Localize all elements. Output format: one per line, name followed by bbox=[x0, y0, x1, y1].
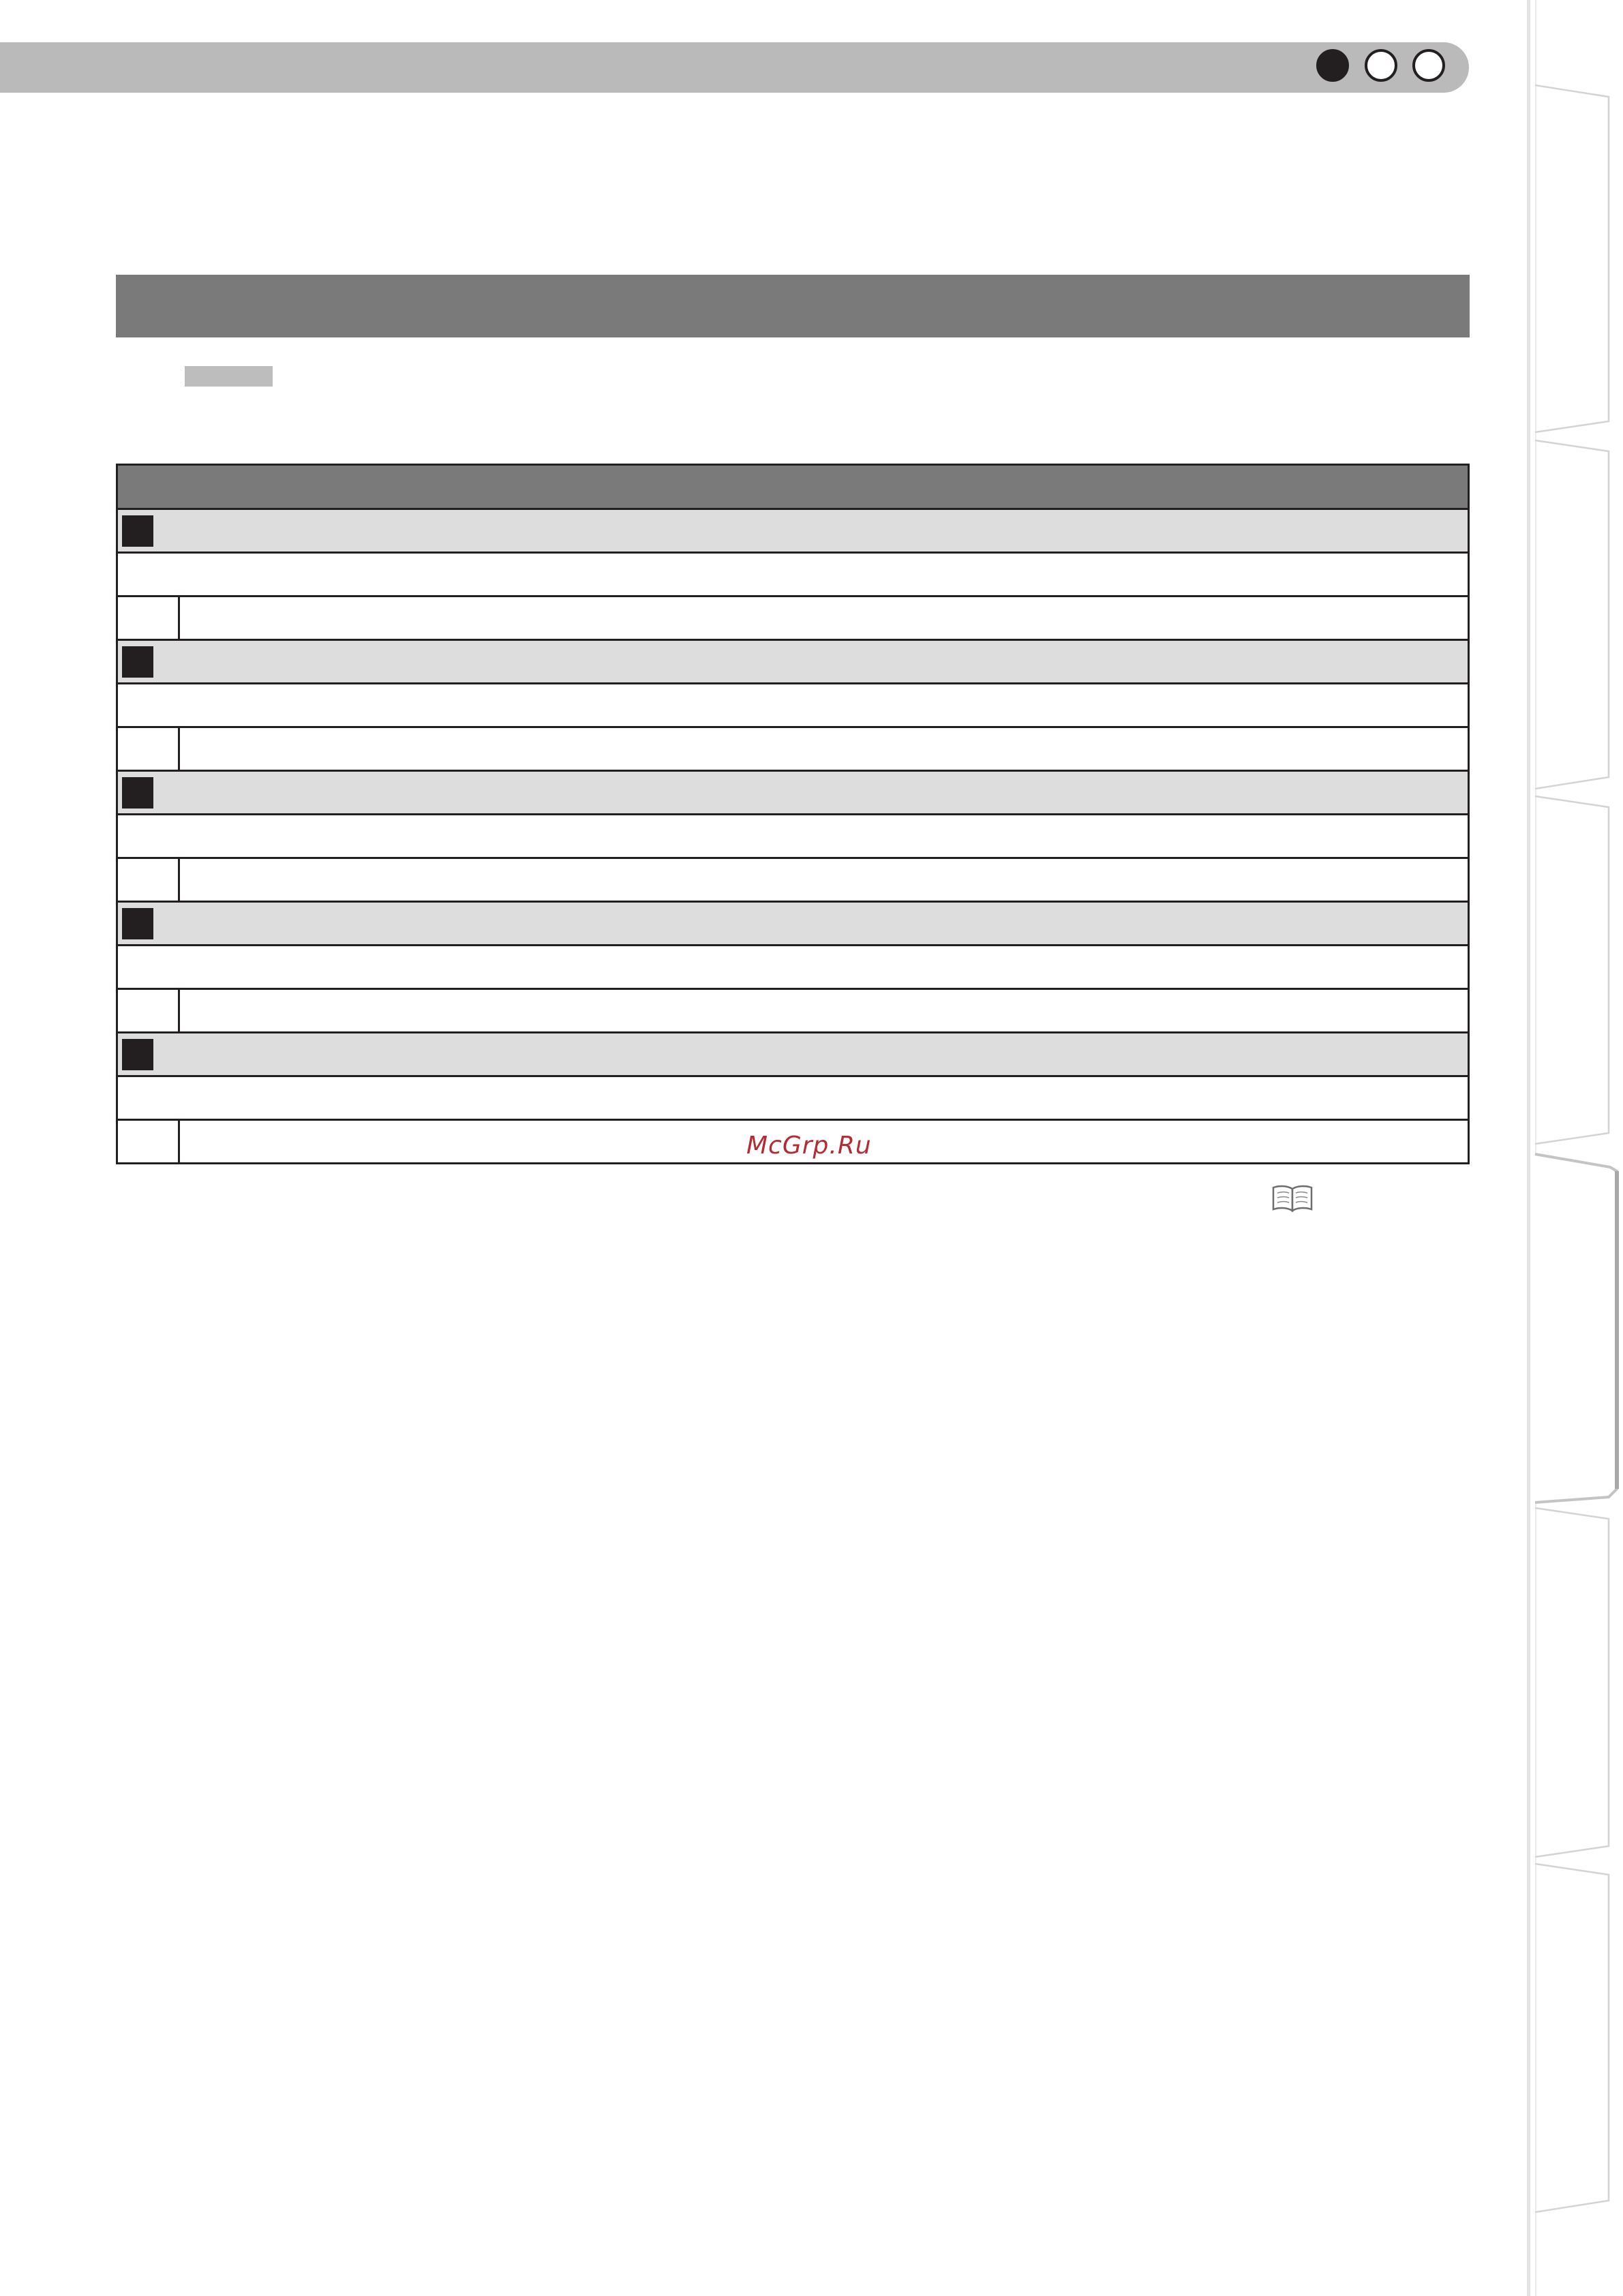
spec-table bbox=[116, 464, 1470, 1164]
table-row bbox=[118, 815, 1468, 859]
chapter-tab bbox=[1535, 1508, 1609, 1857]
page-indicator-dot-1 bbox=[1316, 49, 1349, 82]
table-group-row bbox=[118, 772, 1468, 815]
column-divider bbox=[178, 728, 180, 770]
header-band bbox=[0, 42, 1469, 93]
table-row bbox=[118, 990, 1468, 1033]
chapter-tab bbox=[1535, 1864, 1609, 2212]
page-indicator-dot-2 bbox=[1365, 49, 1397, 82]
group-marker-icon bbox=[122, 777, 153, 809]
column-divider bbox=[178, 1121, 180, 1162]
table-row bbox=[118, 859, 1468, 903]
section-title-bar bbox=[116, 275, 1470, 337]
group-marker-icon bbox=[122, 1039, 153, 1070]
chapter-tab-active bbox=[1535, 1154, 1617, 1502]
chapter-tab bbox=[1535, 440, 1609, 789]
group-marker-icon bbox=[122, 515, 153, 547]
table-group-row bbox=[118, 903, 1468, 946]
table-group-row bbox=[118, 1033, 1468, 1077]
table-row bbox=[118, 597, 1468, 641]
group-marker-icon bbox=[122, 908, 153, 939]
subsection-tag bbox=[185, 366, 273, 387]
open-book-icon bbox=[1271, 1183, 1314, 1213]
chapter-tab-strip bbox=[1532, 0, 1623, 2296]
table-row bbox=[118, 946, 1468, 990]
column-divider bbox=[178, 597, 180, 639]
chapter-tab bbox=[1535, 796, 1609, 1144]
table-row bbox=[118, 1077, 1468, 1121]
table-row bbox=[118, 554, 1468, 597]
chapter-tab bbox=[1535, 85, 1609, 432]
table-header-row bbox=[118, 466, 1468, 510]
page-indicator-dot-3 bbox=[1412, 49, 1445, 82]
table-row bbox=[118, 684, 1468, 728]
column-divider bbox=[178, 859, 180, 901]
table-group-row bbox=[118, 510, 1468, 554]
column-divider bbox=[178, 990, 180, 1031]
table-group-row bbox=[118, 641, 1468, 684]
watermark-text: McGrp.Ru bbox=[746, 1132, 872, 1160]
table-row bbox=[118, 728, 1468, 772]
page-edge-line bbox=[1527, 0, 1530, 2296]
group-marker-icon bbox=[122, 646, 153, 678]
